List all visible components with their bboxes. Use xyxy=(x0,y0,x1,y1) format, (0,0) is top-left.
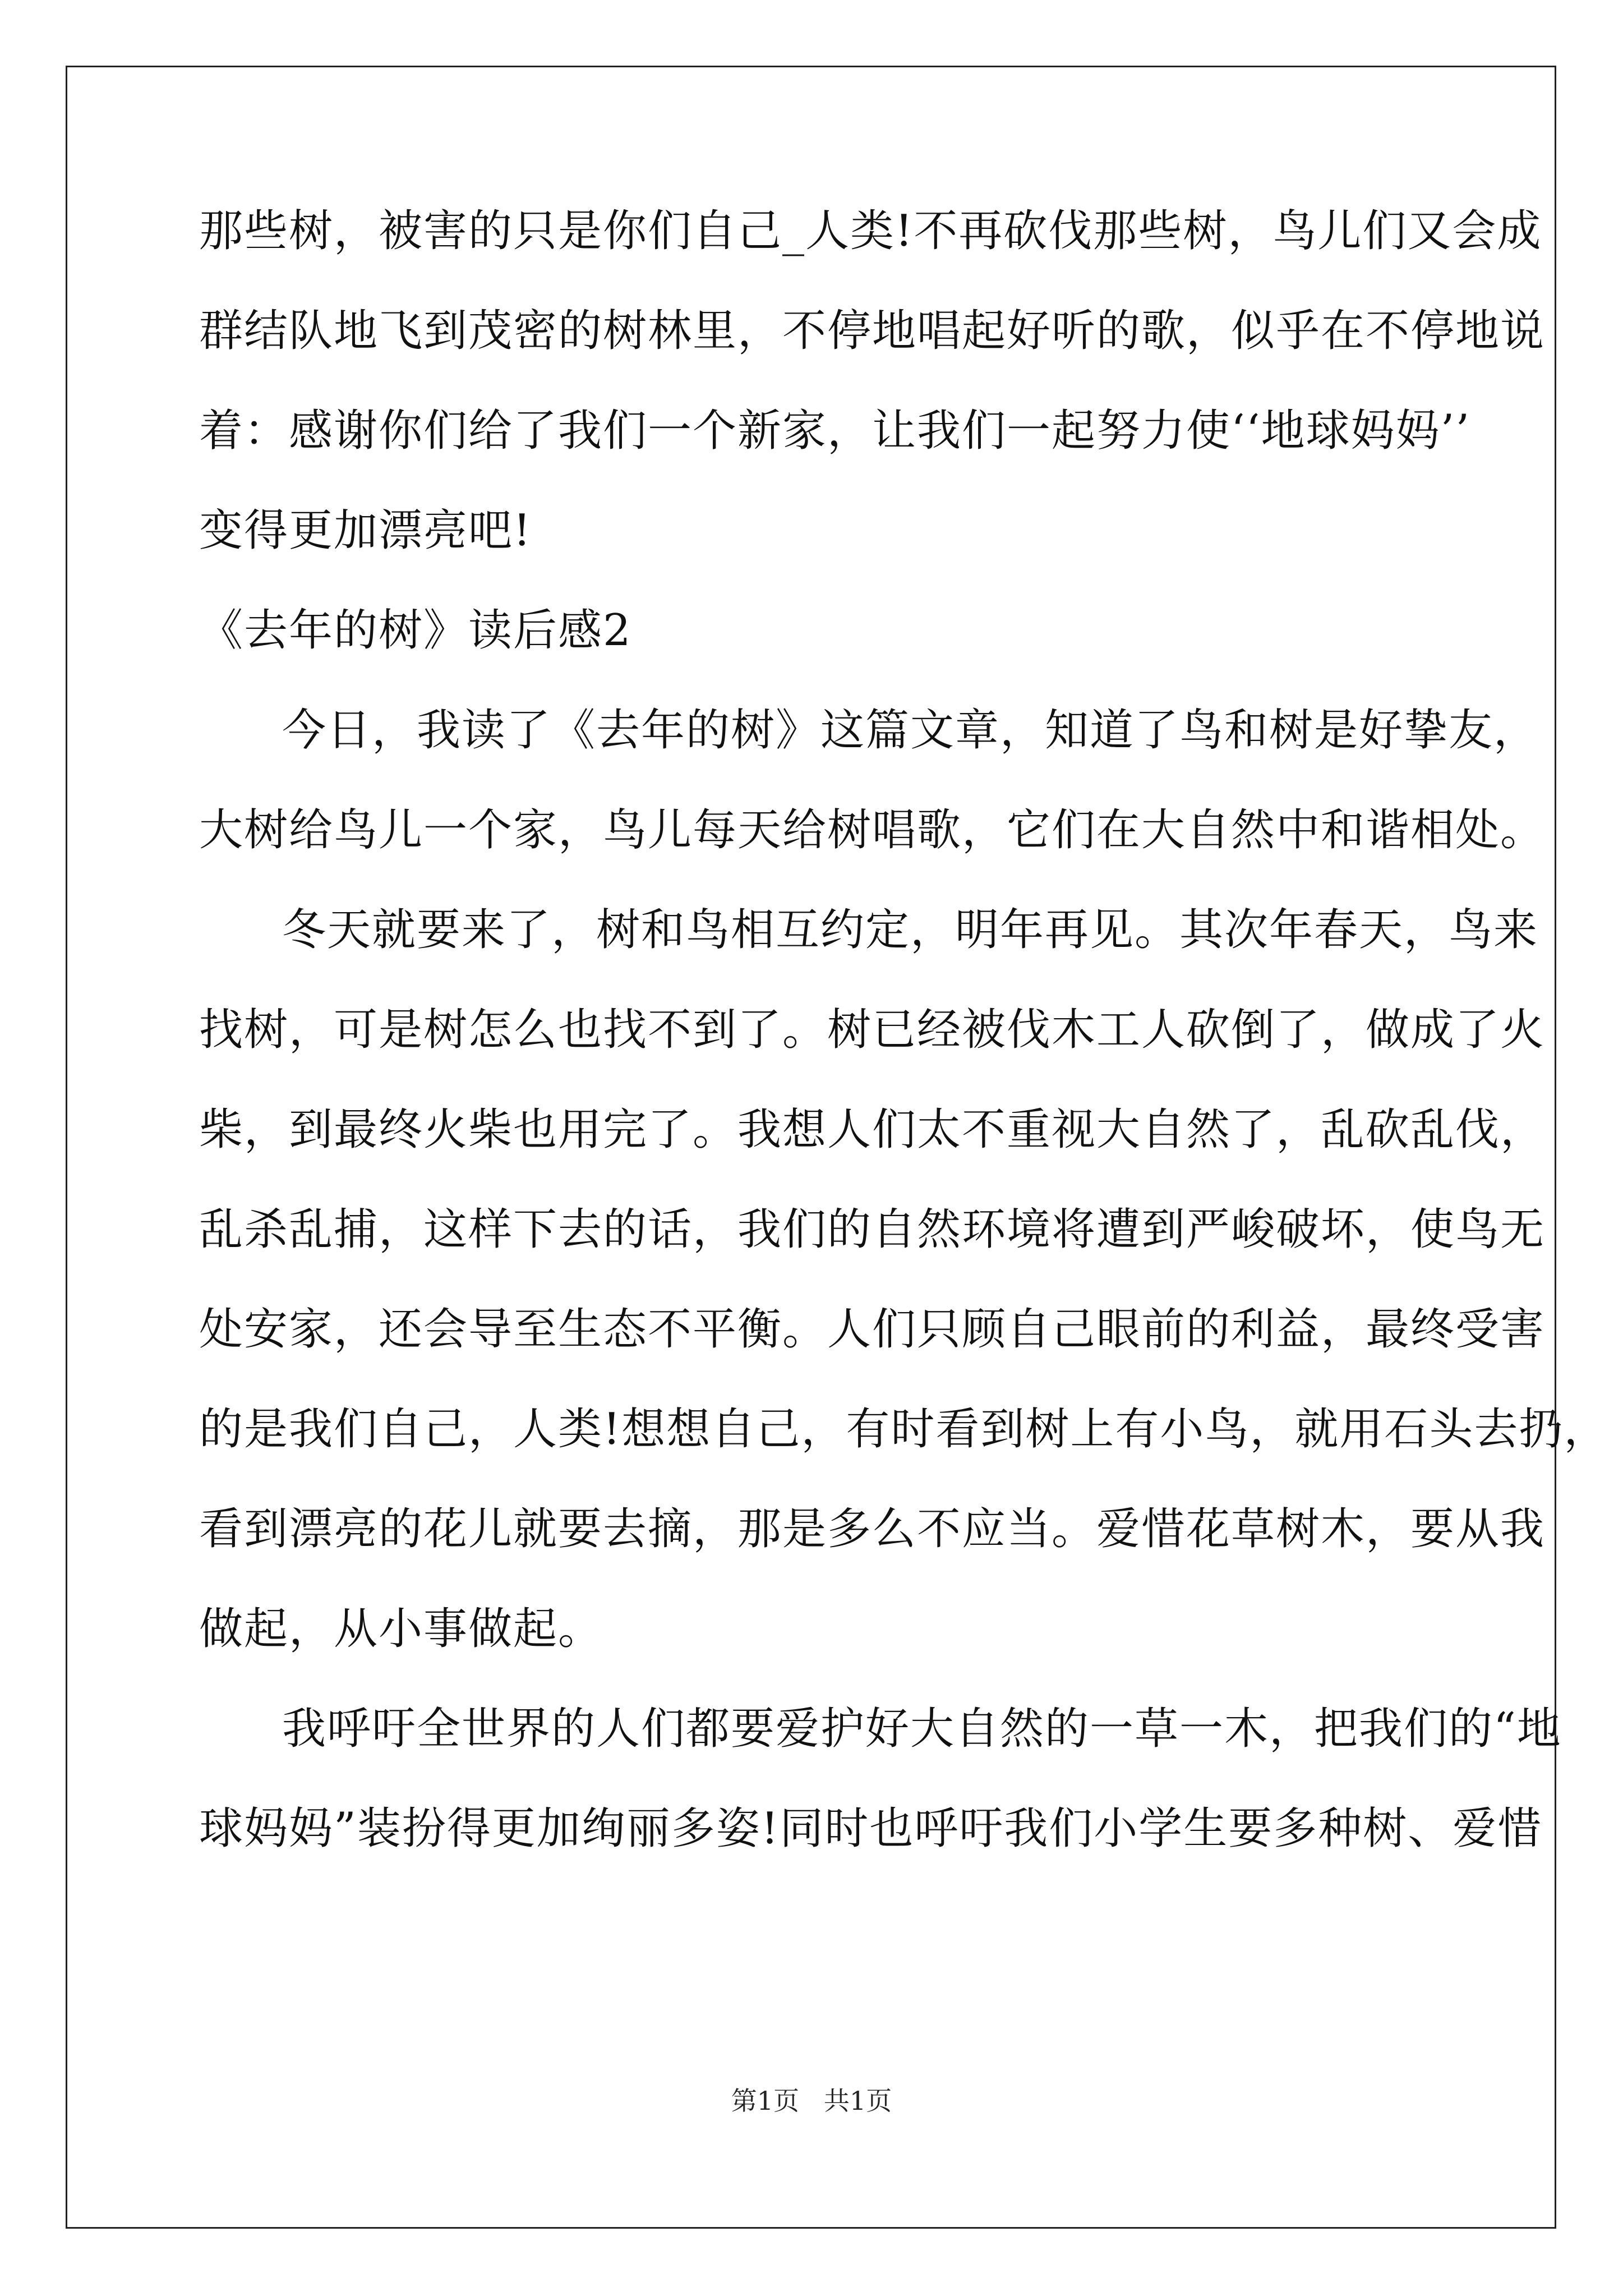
text-line: 的是我们自己，人类!想想自己，有时看到树上有小鸟，就用石头去扔， xyxy=(199,1404,1609,1455)
text-line: 找树，可是树怎么也找不到了。树已经被伐木工人砍倒了，做成了火 xyxy=(199,1005,1546,1055)
text-line: 柴，到最终火柴也用完了。我想人们太不重视大自然了，乱砍乱伐， xyxy=(199,1105,1546,1155)
text-line: 球妈妈”装扮得更加绚丽多姿!同时也呼吁我们小学生要多种树、爱惜 xyxy=(199,1803,1543,1854)
text-line: 处安家，还会导至生态不平衡。人们只顾自己眼前的利益，最终受害 xyxy=(199,1304,1546,1355)
text-line: 乱杀乱捕，这样下去的话，我们的自然环境将遭到严峻破坏，使鸟无 xyxy=(199,1204,1546,1255)
page-footer: 第1页 共1页 xyxy=(731,2086,892,2116)
paragraph-start: 我呼吁全世界的人们都要爱护好大自然的一草一木，把我们的“地 xyxy=(282,1704,1562,1754)
section-heading: 《去年的树》读后感2 xyxy=(199,605,632,656)
text-line: 做起，从小事做起。 xyxy=(199,1604,603,1654)
text-line: 看到漂亮的花儿就要去摘，那是多么不应当。爱惜花草树木，要从我 xyxy=(199,1504,1546,1554)
text-line: 群结队地飞到茂密的树林里，不停地唱起好听的歌，似乎在不停地说 xyxy=(199,306,1546,356)
paragraph-start: 今日，我读了《去年的树》这篇文章，知道了鸟和树是好挚友， xyxy=(282,705,1539,756)
text-line: 着：感谢你们给了我们一个新家，让我们一起努力使‘‘地球妈妈’’ xyxy=(199,406,1471,456)
paragraph-start: 冬天就要来了，树和鸟相互约定，明年再见。其次年春天，鸟来 xyxy=(282,905,1539,955)
text-line: 大树给鸟儿一个家，鸟儿每天给树唱歌，它们在大自然中和谐相处。 xyxy=(199,805,1546,855)
text-line: 那些树，被害的只是你们自己_人类!不再砍伐那些树，鸟儿们又会成 xyxy=(199,206,1542,256)
text-line: 变得更加漂亮吧! xyxy=(199,505,532,556)
